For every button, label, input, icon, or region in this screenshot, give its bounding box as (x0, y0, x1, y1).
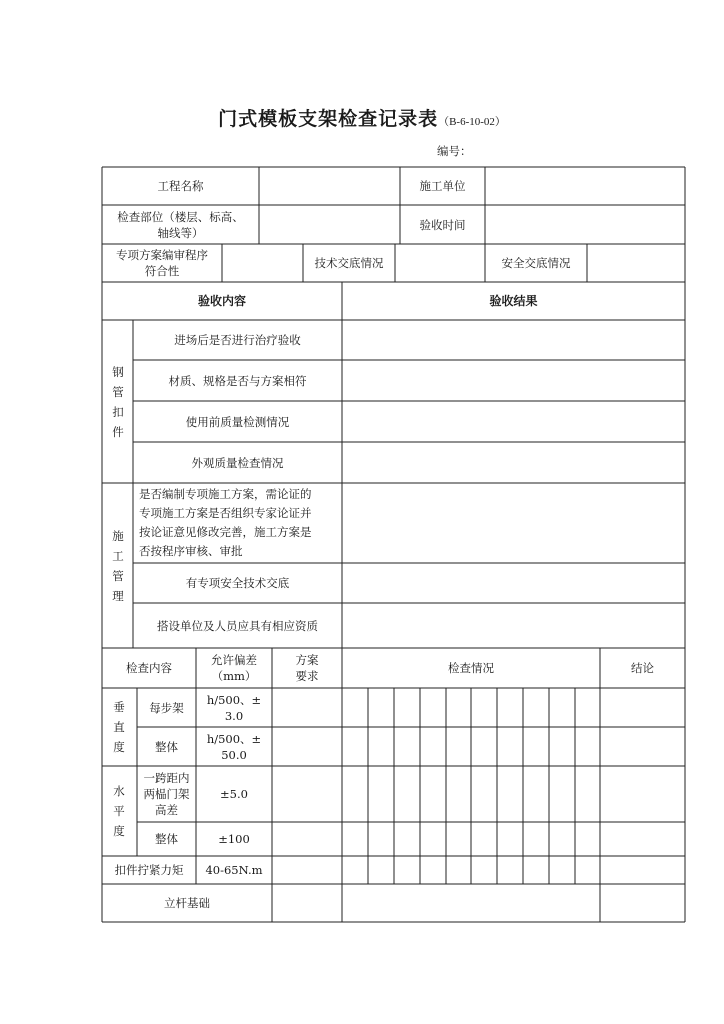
level-span-tolerance: ±5.0 (220, 787, 248, 801)
acceptance-content-header: 验收内容 (197, 294, 246, 308)
construction-unit-field[interactable] (485, 167, 685, 205)
conclusion-header: 结论 (631, 661, 654, 675)
acceptance-time-label: 验收时间 (419, 217, 466, 232)
foundation-label: 立杆基础 (164, 896, 210, 910)
vertical-per-step-tolerance: h/500、± 3.0 (206, 692, 262, 723)
result-cell[interactable] (342, 360, 685, 401)
tech-briefing-label: 技术交底情况 (314, 256, 384, 270)
steel-item-quality-test: 使用前质量检测情况 (185, 414, 290, 429)
inspection-content-header: 检查内容 (126, 661, 172, 675)
project-name-field[interactable] (259, 167, 400, 205)
form-code: （B-6-10-02） (438, 116, 506, 128)
construction-mgmt-group-label: 施工管理 (112, 528, 124, 603)
vertical-row-overall: 整体 (155, 739, 178, 754)
result-cell[interactable] (342, 483, 685, 563)
levelness-group-label: 水平度 (113, 784, 125, 838)
vertical-row-per-step: 每步架 (149, 700, 184, 715)
level-overall-tolerance: ±100 (218, 832, 250, 846)
safety-briefing-label: 安全交底情况 (501, 256, 571, 270)
construction-unit-label: 施工单位 (419, 179, 466, 193)
steel-item-material-spec: 材质、规格是否与方案相符 (168, 373, 307, 388)
title-text: 门式模板支架检查记录表 (218, 108, 439, 130)
inspection-status-header: 检查情况 (448, 661, 494, 675)
mgmt-item-safety-briefing: 有专项安全技术交底 (185, 576, 290, 590)
vertical-overall-tolerance: h/500、± 50.0 (206, 731, 262, 762)
acceptance-result-header: 验收结果 (489, 294, 538, 308)
result-cell[interactable] (342, 603, 685, 648)
steel-item-incoming-check: 进场后是否进行治疗验收 (174, 333, 301, 347)
steel-pipe-group-label: 钢管扣件 (112, 364, 124, 439)
result-cell[interactable] (342, 401, 685, 442)
scheme-compliance-label: 专项方案编审程序 符合性 (116, 248, 208, 278)
result-cell[interactable] (342, 320, 685, 360)
steel-item-appearance: 外观质量检查情况 (191, 455, 284, 470)
scheme-compliance-field[interactable] (222, 244, 303, 282)
verticality-group-label: 垂直度 (113, 700, 125, 754)
level-row-span-height-diff: 一跨距内 两榀门架 高差 (143, 771, 190, 817)
inspection-location-field[interactable] (259, 205, 400, 244)
mgmt-item-qualification: 搭设单位及人员应具有相应资质 (157, 618, 318, 633)
serial-number-label: 编号： (437, 144, 472, 158)
level-row-overall: 整体 (155, 832, 178, 846)
result-cell[interactable] (342, 442, 685, 483)
mgmt-item-special-scheme: 是否编制专项施工方案，需论证的 专项施工方案是否组织专家论证并 按论证意见修改完善，施工方案是 否按程序审核、审批 (139, 487, 312, 558)
inspection-location-label: 检查部位（楼层、标高、 轴线等） (117, 209, 244, 240)
safety-briefing-field[interactable] (587, 244, 685, 282)
torque-label: 扣件拧紧力矩 (114, 863, 184, 877)
project-name-label: 工程名称 (157, 179, 204, 193)
acceptance-time-field[interactable] (485, 205, 685, 244)
scheme-requirement-header: 方案 要求 (295, 653, 319, 683)
result-cell[interactable] (342, 563, 685, 603)
tolerance-header: 允许偏差 （mm） (211, 653, 257, 683)
tech-briefing-field[interactable] (395, 244, 485, 282)
torque-value: 40-65N.m (205, 863, 263, 877)
